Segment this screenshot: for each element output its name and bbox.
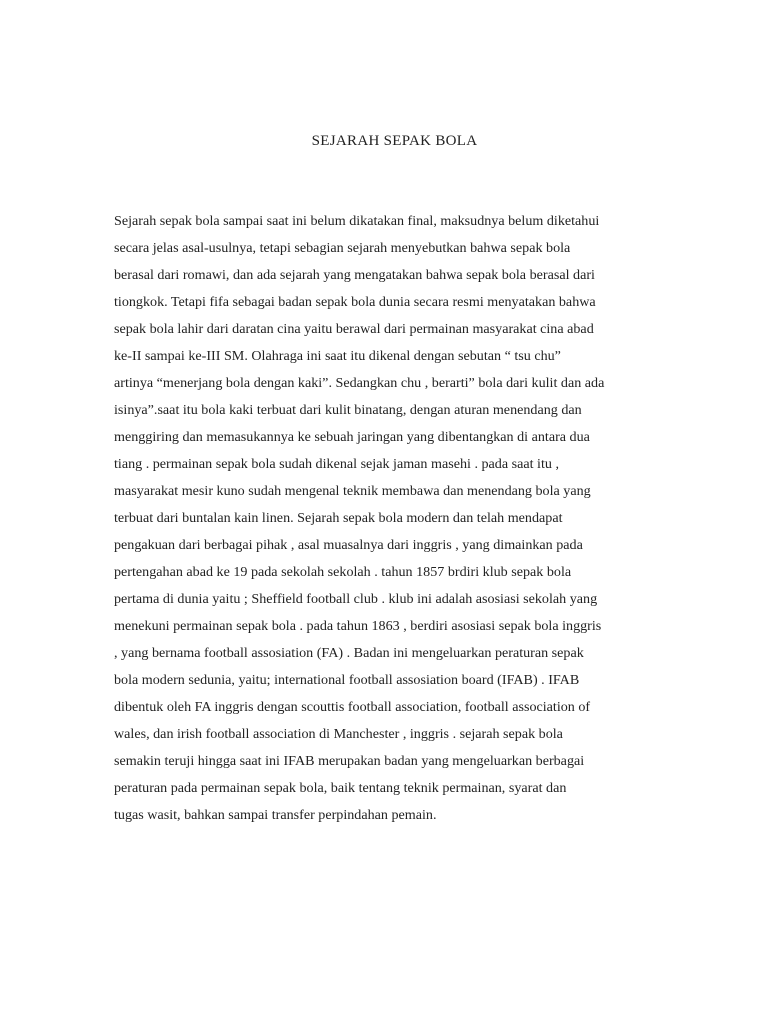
paragraph-line: , yang bernama football assosiation (FA) . Badan ini mengeluarkan peraturan sepak bbox=[114, 645, 584, 661]
paragraph-line: menekuni permainan sepak bola . pada tahun 1863 , berdiri asosiasi sepak bola inggris bbox=[114, 618, 602, 634]
document-title: SEJARAH SEPAK BOLA bbox=[311, 133, 478, 149]
paragraph-line: sepak bola lahir dari daratan cina yaitu berawal dari permainan masyarakat cina abad bbox=[114, 321, 594, 337]
paragraph-line: wales, dan irish football association di Manchester , inggris . sejarah sepak bola bbox=[114, 726, 563, 742]
paragraph-line: pertengahan abad ke 19 pada sekolah sekolah . tahun 1857 brdiri klub sepak bola bbox=[114, 564, 572, 580]
paragraph-line: secara jelas asal-usulnya, tetapi sebagian sejarah menyebutkan bahwa sepak bola bbox=[114, 240, 571, 256]
paragraph-line: menggiring dan memasukannya ke sebuah jaringan yang dibentangkan di antara dua bbox=[114, 429, 590, 445]
paragraph-line: terbuat dari buntalan kain linen. Sejarah sepak bola modern dan telah mendapat bbox=[114, 510, 563, 526]
paragraph-line: dibentuk oleh FA inggris dengan scouttis football association, football association of bbox=[114, 699, 591, 715]
paragraph-line: tiongkok. Tetapi fifa sebagai badan sepak bola dunia secara resmi menyatakan bahwa bbox=[114, 294, 596, 310]
body-paragraph bbox=[114, 208, 694, 829]
paragraph-line: semakin teruji hingga saat ini IFAB merupakan badan yang mengeluarkan berbagai bbox=[114, 753, 585, 769]
paragraph-line: berasal dari romawi, dan ada sejarah yang mengatakan bahwa sepak bola berasal dari bbox=[114, 267, 595, 283]
paragraph-line: artinya “menerjang bola dengan kaki”. Sedangkan chu , berarti” bola dari kulit dan ada bbox=[114, 375, 605, 391]
paragraph-line: tugas wasit, bahkan sampai transfer perpindahan pemain. bbox=[114, 807, 437, 823]
paragraph-line: tiang . permainan sepak bola sudah dikenal sejak jaman masehi . pada saat itu , bbox=[114, 456, 559, 472]
paragraph-line: peraturan pada permainan sepak bola, baik tentang teknik permainan, syarat dan bbox=[114, 780, 567, 796]
paragraph-line: isinya”.saat itu bola kaki terbuat dari kulit binatang, dengan aturan menendang dan bbox=[114, 402, 582, 418]
paragraph-line: pertama di dunia yaitu ; Sheffield football club . klub ini adalah asosiasi sekolah yang bbox=[114, 591, 598, 607]
paragraph-line: masyarakat mesir kuno sudah mengenal teknik membawa dan menendang bola yang bbox=[114, 483, 591, 499]
paragraph-line: ke-II sampai ke-III SM. Olahraga ini saat itu dikenal dengan sebutan “ tsu chu” bbox=[114, 348, 561, 364]
paragraph-line: Sejarah sepak bola sampai saat ini belum dikatakan final, maksudnya belum diketahui bbox=[114, 213, 600, 229]
paragraph-line: bola modern sedunia, yaitu; international football assosiation board (IFAB) . IFAB bbox=[114, 672, 580, 688]
paragraph-line: pengakuan dari berbagai pihak , asal muasalnya dari inggris , yang dimainkan pada bbox=[114, 537, 583, 553]
